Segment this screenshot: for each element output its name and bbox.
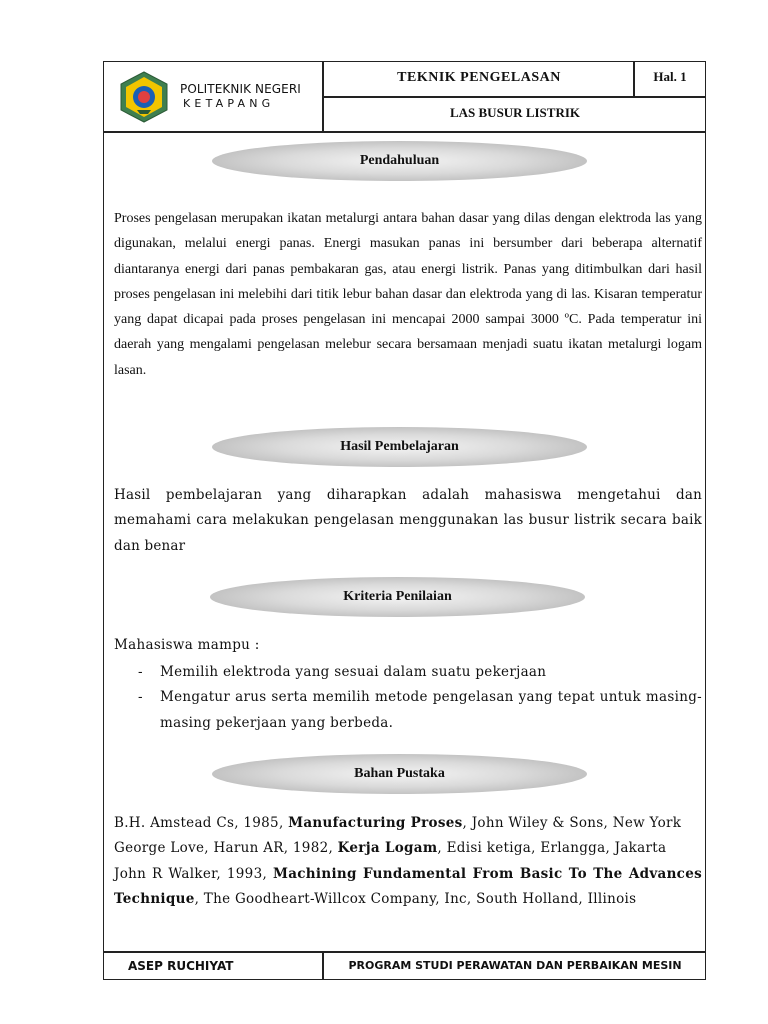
heading-bahan-pustaka — [212, 754, 587, 794]
header-middle-line — [322, 96, 706, 98]
heading-pendahuluan-label: Pendahuluan — [359, 153, 440, 168]
header-bottom-line — [103, 131, 706, 133]
reference-publisher: , Edisi ketiga, Erlangga, Jakarta — [437, 840, 667, 857]
kriteria-list — [114, 660, 702, 736]
reference-item — [114, 811, 702, 836]
reference-title: Machining Fundamental From Basic To The Advances Technique — [114, 865, 702, 907]
reference-item — [114, 862, 702, 913]
heading-pustaka-label: Bahan Pustaka — [354, 766, 445, 781]
reference-list — [114, 811, 702, 912]
institution-name: POLITEKNIK NEGERI — [180, 82, 301, 96]
heading-kriteria-label: Kriteria Penilaian — [343, 589, 452, 604]
footer-top-line — [103, 951, 706, 953]
document-title: TEKNIK PENGELASAN — [397, 70, 561, 85]
kriteria-item-text: Memilih elektroda yang sesuai dalam suatu pekerjaan — [160, 664, 547, 680]
reference-title: Manufacturing Proses — [288, 815, 463, 831]
kriteria-intro: Mahasiswa mampu : — [114, 637, 260, 653]
footer-author: ASEP RUCHIYAT — [128, 959, 234, 973]
heading-hasil-pembelajaran — [212, 427, 587, 467]
reference-author: John R Walker, 1993, — [114, 865, 273, 882]
institution-logo — [117, 70, 171, 124]
pendahuluan-paragraph: Proses pengelasan merupakan ikatan metalurgi antara bahan dasar yang dilas dengan elektroda las yang digunakan, melalui energi panas. Energi masukan panas ini bersumber dari beberapa alternatif diantaranya energi dari panas pembakaran gas, atau energi listrik. Panas yang ditimbulkan dari hasil proses pengelasan ini melebihi dari titik lebur bahan dasar dan elektroda yang di las. Kisaran temperatur yang dapat dicapai pada proses pengelasan ini mencapai 2000 sampai 3000 ºC. Pada temperatur ini daerah yang mengalami pengelasan melebur secara bersamaan menjadi suatu ikatan metalurgi logam lasan. — [114, 211, 702, 378]
reference-author: B.H. Amstead Cs, 1985, — [114, 815, 289, 831]
heading-hasil-label: Hasil Pembelajaran — [340, 439, 459, 454]
list-item: - Mengatur arus serta memilih metode pengelasan yang tepat untuk masing-masing pekerjaan yang berbeda. — [138, 689, 702, 731]
document-subtitle: LAS BUSUR LISTRIK — [449, 105, 581, 120]
reference-title: Kerja Logam — [337, 840, 438, 857]
list-item: - Memilih elektroda yang sesuai dalam suatu pekerjaan — [138, 664, 547, 680]
kriteria-item-text: Mengatur arus serta memilih metode pengelasan yang tepat untuk masing-masing pekerjaan yang berbeda. — [160, 689, 702, 731]
heading-kriteria-penilaian — [210, 577, 585, 617]
reference-publisher: , The Goodheart-Willcox Company, Inc, South Holland, Illinois — [194, 890, 637, 907]
page-number: Hal. 1 — [653, 69, 687, 84]
footer-program: PROGRAM STUDI PERAWATAN DAN PERBAIKAN MESIN — [348, 959, 682, 972]
institution-city: KETAPANG — [183, 97, 275, 110]
reference-author: George Love, Harun AR, 1982, — [114, 840, 338, 857]
hasil-paragraph: Hasil pembelajaran yang diharapkan adalah mahasiswa mengetahui dan memahami cara melakukan pengelasan menggunakan las busur listrik secara baik dan benar — [114, 487, 702, 554]
heading-pendahuluan — [212, 141, 587, 181]
reference-item — [114, 836, 702, 861]
reference-publisher: , John Wiley & Sons, New York — [462, 815, 682, 831]
